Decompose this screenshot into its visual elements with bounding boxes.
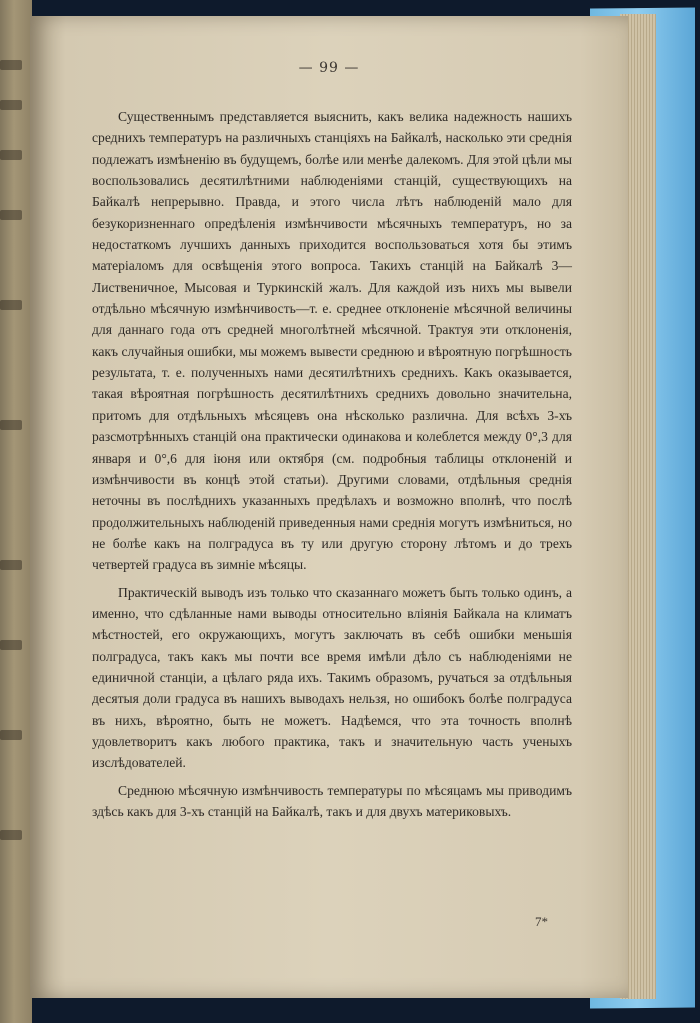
facing-page-text: [0, 560, 22, 570]
facing-page-text: [0, 60, 22, 70]
facing-page-text: [0, 420, 22, 430]
paragraph: Среднюю мѣсячную измѣнчивость температуры по мѣсяцамъ мы приводимъ здѣсь какъ для 3-хъ станцій на Байкалѣ, такъ и для двухъ материковыхъ.: [92, 782, 572, 819]
book-page: [30, 16, 628, 998]
facing-page-text: [0, 640, 22, 650]
facing-page-text: [0, 210, 22, 220]
signature-mark: 7*: [535, 914, 548, 929]
facing-page-text: [0, 830, 22, 840]
paragraph: Практическій выводъ изъ только что сказаннаго можетъ быть только одинъ, а именно, что сдѣланные нами выводы относительно вліянія Байкала на климатъ мѣстностей, его окружающихъ, могутъ заключать въ себѣ ошибки меньшія полградуса, такъ какъ мы почти все время имѣли дѣло съ наблюденіями не единичной станціи, а цѣлаго ряда ихъ. Такимъ образомъ, ручаться за отдѣльныя десятыя доли градуса въ нашихъ выводахъ нельзя, но ошибокъ болѣе полградуса въ нихъ, вѣроятно, быть не можетъ. Надѣемся, что эта точность вполнѣ удовлетворитъ какъ любого практика, такъ и значительную часть ученыхъ изслѣдователей.: [92, 584, 572, 771]
page-number: — 99 —: [298, 60, 360, 76]
page-body: [92, 106, 572, 822]
facing-page-edge: [0, 0, 32, 1023]
facing-page-text: [0, 150, 22, 160]
facing-page-text: [0, 300, 22, 310]
paragraph: Существеннымъ представляется выяснить, какъ велика надежность нашихъ среднихъ температуръ на различныхъ станціяхъ на Байкалѣ, насколько эти среднія подлежатъ измѣненію въ будущемъ, болѣе или менѣе далекомъ. Для этой цѣли мы воспользовались десятилѣтними наблюденіями станцій, существующихъ на Байкалѣ непрерывно. Правда, и этого числа лѣтъ наблюденій мало для безукоризненнаго опредѣленія измѣнчивости мѣсячныхъ температуръ, но за недостаткомъ лучшихъ данныхъ приходится воспользоваться хотя бы этимъ матеріаломъ для освѣщенія этого вопроса. Такихъ станцій на Байкалѣ 3—Лиственичное, Мысовая и Туркинскій жалъ. Для каждой изъ нихъ мы вывели отдѣльно мѣсячную измѣнчивость—т. е. среднее отклоненіе мѣсячной величины для даннаго года отъ средней многолѣтней мѣсячной. Трактуя эти отклоненія, какъ случайныя ошибки, мы можемъ вывести среднюю и вѣроятную погрѣшность результата, т. е. полученныхъ нами десятилѣтнихъ среднихъ. Какъ оказывается, такая вѣроятная погрѣшность десятилѣтнихъ среднихъ довольно значительна, притомъ для отдѣльныхъ мѣсяцевъ она нѣсколько различна. Для всѣхъ 3-хъ разсмотрѣнныхъ станцій она практически одинакова и колеблется между 0°,3 для января и 0°,6 для іюня или октября (см. подробныя таблицы отклоненій и измѣнчивости въ концѣ этой статьи). Другими словами, отдѣльныя среднія неточны въ послѣднихъ указанныхъ предѣлахъ и возможно вполнѣ, что послѣ продолжительныхъ наблюденій приведенныя нами среднія могутъ измѣниться, но не болѣе какъ на полградуса въ ту или другую сторону лѣтомъ и до трехъ четвертей градуса въ зимніе мѣсяцы.: [92, 109, 572, 573]
facing-page-text: [0, 100, 22, 110]
facing-page-text: [0, 730, 22, 740]
